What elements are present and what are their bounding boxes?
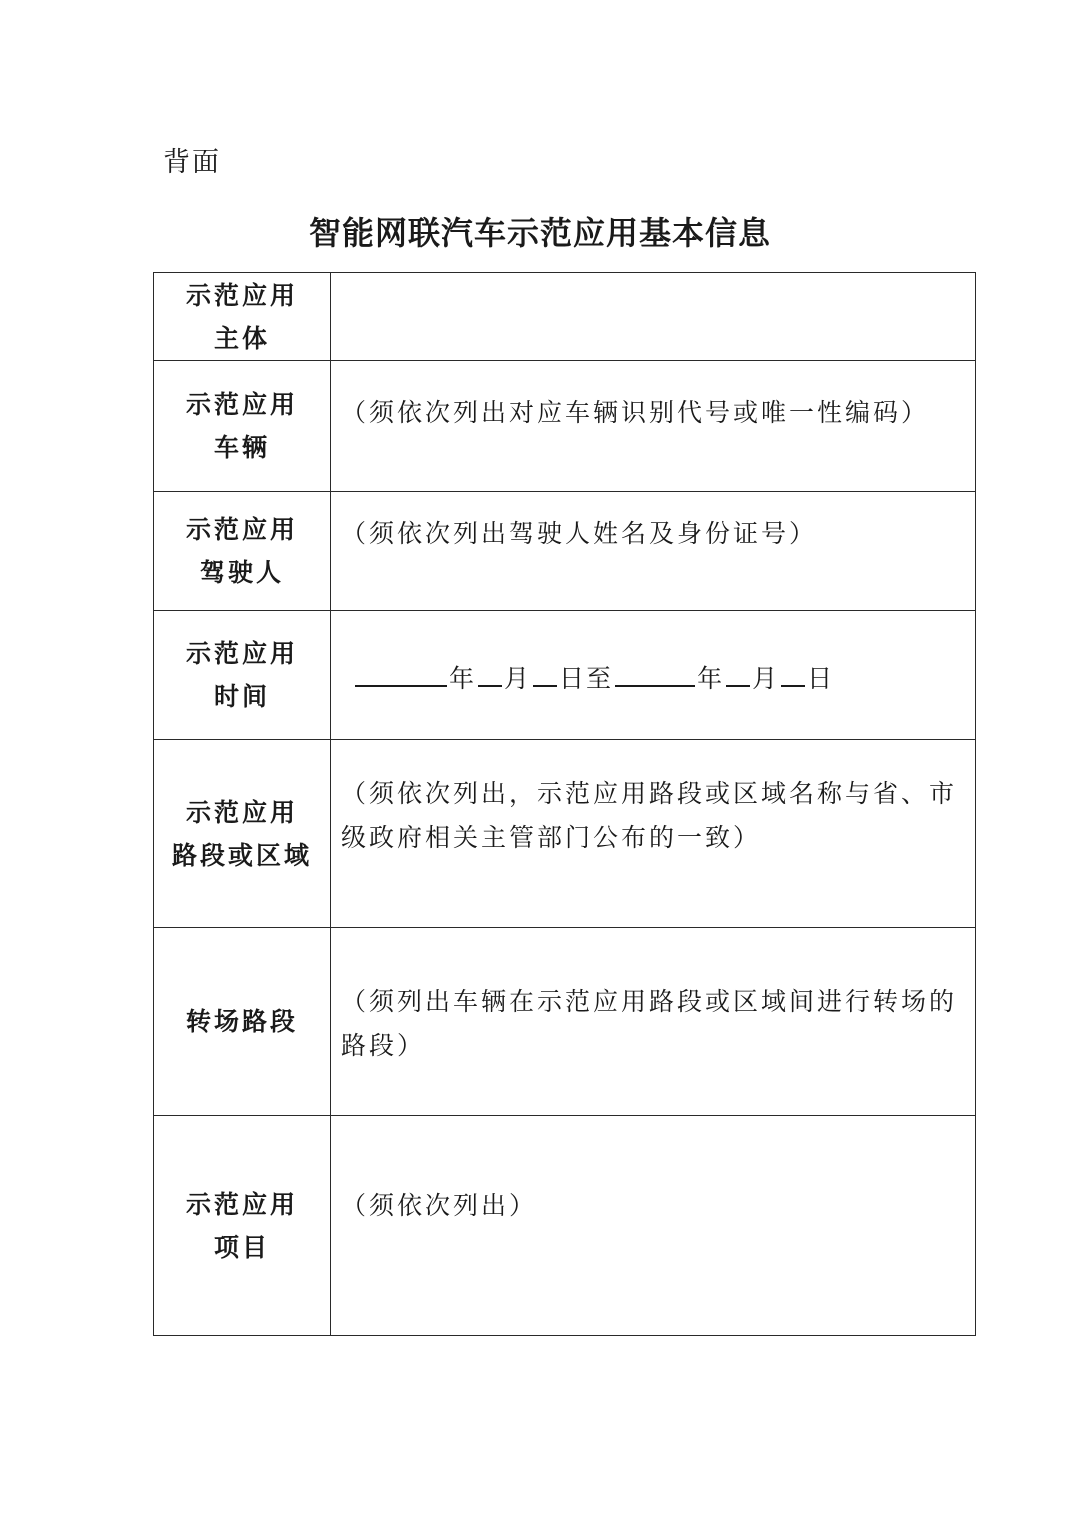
row-value-projects: （须依次列出） [331,1116,976,1336]
row-value-period [331,611,976,740]
info-table [153,272,976,1336]
row-value-roads: （须依次列出，示范应用路段或区域名称与省、市级政府相关主管部门公布的一致） [331,740,976,928]
end-day-blank [781,661,805,687]
start-year-blank [355,661,447,687]
document-title: 智能网联汽车示范应用基本信息 [308,214,771,252]
range-to: 至 [586,664,614,693]
page-side-label: 背面 [163,147,221,178]
table-row-transfer [154,928,976,1116]
row-value-vehicles: （须依次列出对应车辆识别代号或唯一性编码） [331,361,976,492]
label-line: 项目 [213,1232,270,1262]
row-label-entity [154,273,331,361]
label-line: 示范应用 [185,280,298,310]
label-line: 示范应用 [185,797,298,827]
label-line: 车辆 [213,433,270,462]
table-row-drivers [154,492,976,611]
day-unit: 日 [559,664,587,693]
row-label-drivers [154,492,331,611]
month-unit: 月 [504,664,532,693]
row-label-vehicles [154,361,331,492]
year-unit: 年 [449,664,477,693]
label-line: 示范应用 [185,1189,298,1219]
row-label-transfer [154,928,331,1116]
label-line: 路段或区域 [171,840,312,870]
table-row-period [154,611,976,740]
label-line: 示范应用 [185,515,298,544]
end-year-blank [615,661,695,687]
label-line: 主体 [213,323,270,353]
row-label-period [154,611,331,740]
row-value-transfer: （须列出车辆在示范应用路段或区域间进行转场的路段） [331,928,976,1116]
label-line: 转场路段 [185,1007,298,1036]
label-line: 示范应用 [185,390,298,419]
label-line: 示范应用 [185,639,298,668]
label-line: 时间 [213,682,270,711]
start-month-blank [478,661,502,687]
date-range-line [341,657,969,701]
table-row-roads [154,740,976,928]
row-label-roads [154,740,331,928]
month-unit: 月 [752,664,780,693]
row-value-entity [331,273,976,361]
label-line: 驾驶人 [199,558,284,587]
table-row-vehicles [154,361,976,492]
end-month-blank [726,661,750,687]
day-unit: 日 [807,664,835,693]
table-row-entity [154,273,976,361]
row-value-drivers: （须依次列出驾驶人姓名及身份证号） [331,492,976,611]
start-day-blank [533,661,557,687]
year-unit: 年 [697,664,725,693]
row-label-projects [154,1116,331,1336]
table-row-projects [154,1116,976,1336]
